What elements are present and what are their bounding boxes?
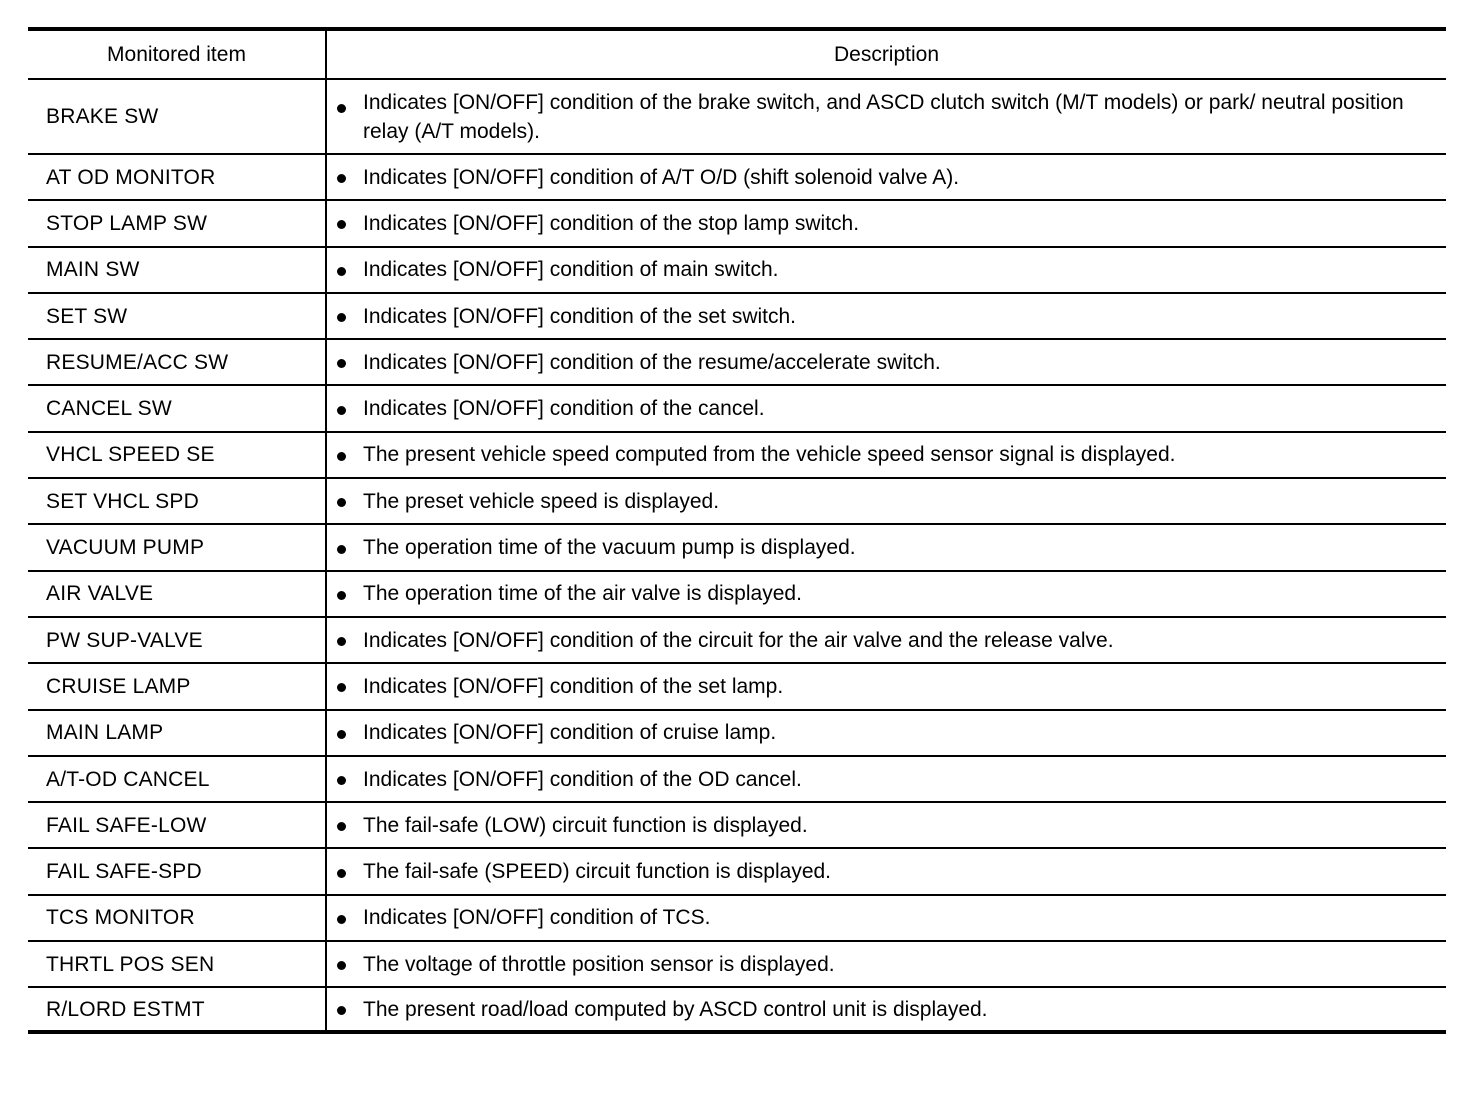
bullet-icon [337, 498, 346, 507]
description-text: The present vehicle speed computed from the vehicle speed sensor signal is displayed. [363, 443, 1176, 467]
description-text: Indicates [ON/OFF] condition of the set lamp. [363, 674, 784, 698]
description-cell [326, 293, 1446, 339]
table-row [28, 385, 1446, 431]
description-text: Indicates [ON/OFF] condition of cruise lamp. [363, 721, 777, 745]
bullet-icon [337, 220, 346, 229]
monitored-item-cell: VHCL SPEED SE [28, 432, 326, 478]
table-row [28, 339, 1446, 385]
monitored-item-cell: VACUUM PUMP [28, 524, 326, 570]
description-text: Indicates [ON/OFF] condition of the cancel. [363, 397, 765, 421]
description-text: The operation time of the vacuum pump is displayed. [363, 536, 856, 560]
monitored-item-cell: BRAKE SW [28, 79, 326, 154]
monitored-item-cell: CANCEL SW [28, 385, 326, 431]
bullet-icon [337, 822, 346, 831]
description-cell [326, 524, 1446, 570]
bullet-icon [337, 961, 346, 970]
monitored-item-cell: SET VHCL SPD [28, 478, 326, 524]
table-row [28, 200, 1446, 246]
table-row [28, 293, 1446, 339]
table-row [28, 154, 1446, 200]
table-body [28, 79, 1446, 1032]
description-text: Indicates [ON/OFF] condition of the set switch. [363, 304, 797, 328]
table-row [28, 987, 1446, 1032]
bullet-icon [337, 267, 346, 276]
description-text: Indicates [ON/OFF] condition of TCS. [363, 906, 711, 930]
table-row [28, 617, 1446, 663]
description-cell [326, 432, 1446, 478]
monitored-item-cell: SET SW [28, 293, 326, 339]
monitored-items-table [28, 27, 1446, 1034]
monitored-item-cell: PW SUP-VALVE [28, 617, 326, 663]
bullet-icon [337, 174, 346, 183]
description-text: Indicates [ON/OFF] condition of the OD cancel. [363, 767, 802, 791]
bullet-icon [337, 591, 346, 600]
table-row [28, 802, 1446, 848]
description-cell [326, 247, 1446, 293]
table-row [28, 247, 1446, 293]
description-cell [326, 895, 1446, 941]
monitored-item-cell: MAIN SW [28, 247, 326, 293]
monitored-item-cell: FAIL SAFE-LOW [28, 802, 326, 848]
monitored-item-cell: TCS MONITOR [28, 895, 326, 941]
table-row [28, 79, 1446, 154]
bullet-icon [337, 452, 346, 461]
description-text: The voltage of throttle position sensor is displayed. [363, 952, 835, 976]
bullet-icon [337, 359, 346, 368]
description-text: The operation time of the air valve is displayed. [363, 582, 802, 606]
table-header-row [28, 29, 1446, 79]
description-cell [326, 571, 1446, 617]
description-cell [326, 478, 1446, 524]
description-cell [326, 200, 1446, 246]
description-text: Indicates [ON/OFF] condition of the stop lamp switch. [363, 211, 860, 235]
description-cell [326, 941, 1446, 987]
table-row [28, 710, 1446, 756]
description-cell [326, 756, 1446, 802]
bullet-icon [337, 313, 346, 322]
description-text: Indicates [ON/OFF] condition of A/T O/D (shift solenoid valve A). [363, 165, 960, 189]
description-cell [326, 339, 1446, 385]
monitored-item-cell: R/LORD ESTMT [28, 987, 326, 1032]
table-row [28, 756, 1446, 802]
table-row [28, 478, 1446, 524]
bullet-icon [337, 683, 346, 692]
description-text: Indicates [ON/OFF] condition of the resume/accelerate switch. [363, 350, 941, 374]
description-text: Indicates [ON/OFF] condition of the brake switch, and ASCD clutch switch (M/T models) or park/ neutral position relay (A/T models). [363, 90, 1404, 143]
description-cell [326, 385, 1446, 431]
table-row [28, 848, 1446, 894]
description-cell [326, 710, 1446, 756]
description-text: The fail-safe (SPEED) circuit function is displayed. [363, 860, 832, 884]
bullet-icon [337, 869, 346, 878]
bullet-icon [337, 915, 346, 924]
monitored-item-cell: STOP LAMP SW [28, 200, 326, 246]
table-row [28, 941, 1446, 987]
description-cell [326, 79, 1446, 154]
bullet-icon [337, 545, 346, 554]
monitored-item-cell: FAIL SAFE-SPD [28, 848, 326, 894]
description-cell [326, 154, 1446, 200]
bullet-icon [337, 637, 346, 646]
description-text: The present road/load computed by ASCD control unit is displayed. [363, 997, 988, 1021]
monitored-item-cell: RESUME/ACC SW [28, 339, 326, 385]
description-text: Indicates [ON/OFF] condition of the circuit for the air valve and the release valve. [363, 628, 1114, 652]
column-header-monitored-item: Monitored item [28, 29, 326, 79]
description-cell [326, 848, 1446, 894]
table-row [28, 524, 1446, 570]
bullet-icon [337, 730, 346, 739]
table-row [28, 895, 1446, 941]
description-cell [326, 802, 1446, 848]
bullet-icon [337, 406, 346, 415]
description-cell [326, 617, 1446, 663]
bullet-icon [337, 1006, 346, 1015]
table-row [28, 571, 1446, 617]
monitored-item-cell: AT OD MONITOR [28, 154, 326, 200]
column-header-description: Description [326, 29, 1446, 79]
monitored-item-cell: THRTL POS SEN [28, 941, 326, 987]
description-text: The preset vehicle speed is displayed. [363, 489, 720, 513]
bullet-icon [337, 776, 346, 785]
bullet-icon [337, 104, 346, 113]
description-cell [326, 987, 1446, 1032]
monitored-item-cell: AIR VALVE [28, 571, 326, 617]
monitored-item-cell: A/T-OD CANCEL [28, 756, 326, 802]
monitored-item-cell: MAIN LAMP [28, 710, 326, 756]
description-text: Indicates [ON/OFF] condition of main switch. [363, 258, 779, 282]
description-cell [326, 663, 1446, 709]
table-row [28, 663, 1446, 709]
table-row [28, 432, 1446, 478]
description-text: The fail-safe (LOW) circuit function is displayed. [363, 813, 808, 837]
monitored-item-cell: CRUISE LAMP [28, 663, 326, 709]
